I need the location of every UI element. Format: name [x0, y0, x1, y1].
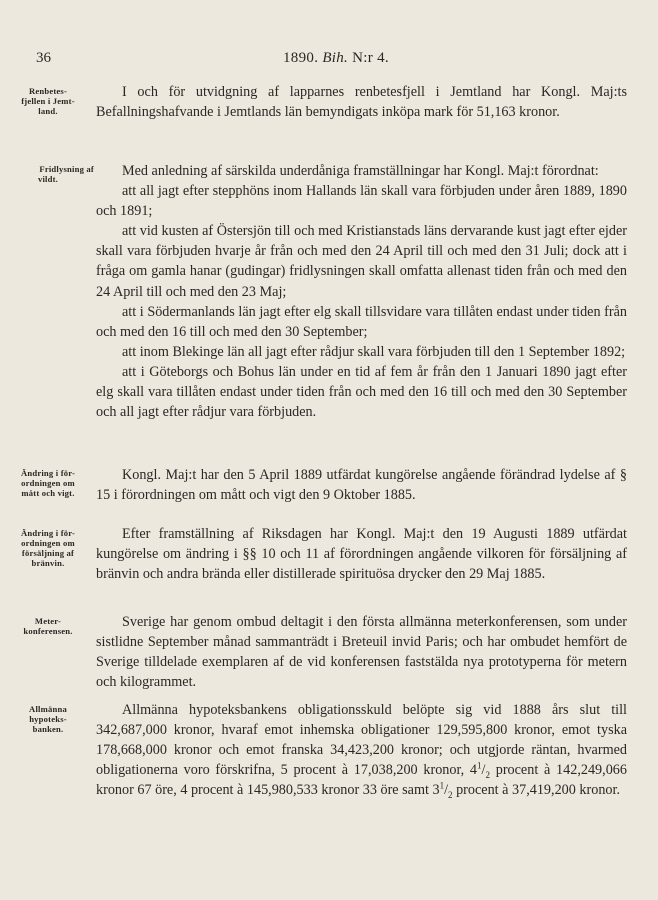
margin-line: fjellen i Jemt-: [21, 96, 75, 106]
fraction-denominator: 2: [448, 790, 453, 801]
paragraph: att vid kusten af Östersjön till och med Kristianstads läns dervarande kust jagt efter ejder skall vara förbjuden hvarje år från och med den 24 April till och med den 31 Juli; dock att i fråga om gamla hanar (gudingar) fridlysningen skall omfatta allenast tiden från och med den 24 April till och med den 23 Maj;: [96, 223, 627, 300]
section-fridlysning: [96, 161, 627, 422]
bank-text-middle: procent à 142,249,066 kronor 67 öre, 4 procent à 145,980,533 kronor 33 öre samt 3: [96, 762, 627, 799]
margin-note-meterkonferensen: [2, 616, 94, 636]
fraction-numerator: 1: [477, 760, 482, 771]
paragraph: Efter framställning af Riksdagen har Kongl. Maj:t den 19 Augusti 1889 utfärdat kungörelse om ändring i §§ 10 och 11 af förordningen angående vilkoren för försäljning af bränvin och andra brända eller distillerade spirituösa drycker den 29 Maj 1885.: [96, 526, 627, 583]
margin-line: ordningen om: [21, 538, 75, 548]
margin-line: ordningen om: [21, 478, 75, 488]
header-year: 1890.: [283, 50, 319, 66]
margin-line: konferensen.: [23, 626, 73, 636]
margin-note-fridlysning: [2, 164, 94, 184]
margin-line: Ändring i för-: [20, 468, 76, 478]
margin-note-branvin: [2, 528, 94, 568]
paragraph: Med anledning af särskilda underdåniga framställningar har Kongl. Maj:t förordnat:: [122, 163, 599, 179]
margin-line: hypoteks-: [29, 714, 67, 724]
header-bih: Bih.: [322, 50, 349, 66]
fraction-denominator: 2: [485, 770, 490, 781]
margin-line: banken.: [32, 724, 64, 734]
margin-line: Fridlysning af: [39, 164, 94, 174]
section-matt-och-vigt: [96, 465, 627, 505]
page-number: 36: [36, 50, 51, 66]
paragraph: Allmänna hypoteksbankens obligationsskuld belöpte sig vid 1888 års slut till 342,687,000 kronor, hvaraf emot inhemska obligationer 129,595,800 kronor, emot tyska 178,668,000 kronor och emot franska 34,423,200 kronor; och utgjorde räntan, hvarmed obligationerna voro förskrifna, 5 procent à 17,038,200 kronor, $4^1/_2$ procent à 142,249,066 kronor 67 öre, 4 procent à 145,980,533 kronor 33 öre samt $3^1/_2$ procent à 37,419,200 kronor.: [96, 702, 627, 801]
margin-line: Meter-: [34, 616, 62, 626]
margin-line: mått och vigt.: [21, 488, 75, 498]
margin-note-hypoteksbanken: [2, 704, 94, 734]
header-number: N:r 4.: [352, 50, 389, 66]
section-renbetesfjellen: [96, 82, 627, 122]
paragraph: Sverige har genom ombud deltagit i den första allmänna meterkonferensen, som under sistlidne September månad sammanträdt i Breteuil invid Paris; och har ombudet hemfört de Sverige tilldelade exemplaren af de vid konferensen faststälda nya prototyperna för metern och kilogrammet.: [96, 614, 627, 691]
margin-note-renbetesfjellen: [2, 86, 94, 116]
margin-line: vildt.: [37, 174, 59, 184]
paragraph: att all jagt efter stepphöns inom Hallands län skall vara förbjuden under åren 1889, 1890 och 1891;: [96, 183, 627, 220]
paragraph: att i Göteborgs och Bohus län under en tid af fem år från den 1 Januari 1890 jagt efter elg skall vara tillåten endast under tiden från och med den 16 till och med den 30 September och all jagt efter rådjur vara förbjuden.: [96, 363, 627, 421]
paragraph: att i Södermanlands län jagt efter elg skall tillsvidare vara tillåten endast under tiden från och med den 16 till och med den 30 September;: [96, 303, 627, 340]
paragraph: att inom Blekinge län all jagt efter rådjur skall vara förbjuden till den 1 September 1892;: [122, 343, 626, 360]
margin-line: Allmänna: [29, 704, 67, 714]
running-head: [283, 50, 389, 67]
paragraph: Kongl. Maj:t har den 5 April 1889 utfärdat kungörelse angående förändrad lydelse af § 15 i förordningen om mått och vigt den 9 Oktober 1885.: [96, 467, 627, 504]
section-meterkonferensen: [96, 612, 627, 692]
margin-note-matt-och-vigt: [2, 468, 94, 498]
margin-line: bränvin.: [31, 558, 65, 568]
section-branvin: [96, 524, 627, 584]
section-hypoteksbanken: [96, 700, 627, 800]
margin-line: Ändring i för-: [20, 528, 76, 538]
margin-line: Renbetes-: [28, 86, 68, 96]
margin-line: land.: [38, 106, 58, 116]
bank-text-start: Allmänna hypoteksbankens obligationsskuld belöpte sig vid 1888 års slut till 342,687,000 kronor, hvaraf emot inhemska obligationer 129,595,800 kronor, emot tyska 178,668,000 kronor och emot franska 34,423,200 kronor; och utgjorde räntan, hvarmed obligationerna voro förskrifna, 5 procent à 17,038,200 kronor, 4: [96, 702, 627, 779]
bank-text-end: procent à 37,419,200 kronor.: [452, 782, 620, 799]
paragraph: I och för utvidgning af lapparnes renbetesfjell i Jemtland har Kongl. Maj:ts Befallningshafvande i Jemtlands län bemyndigats inköpa mark för 51,163 kronor.: [96, 84, 627, 121]
margin-line: försäljning af: [21, 548, 75, 558]
fraction-numerator: 1: [439, 780, 445, 791]
